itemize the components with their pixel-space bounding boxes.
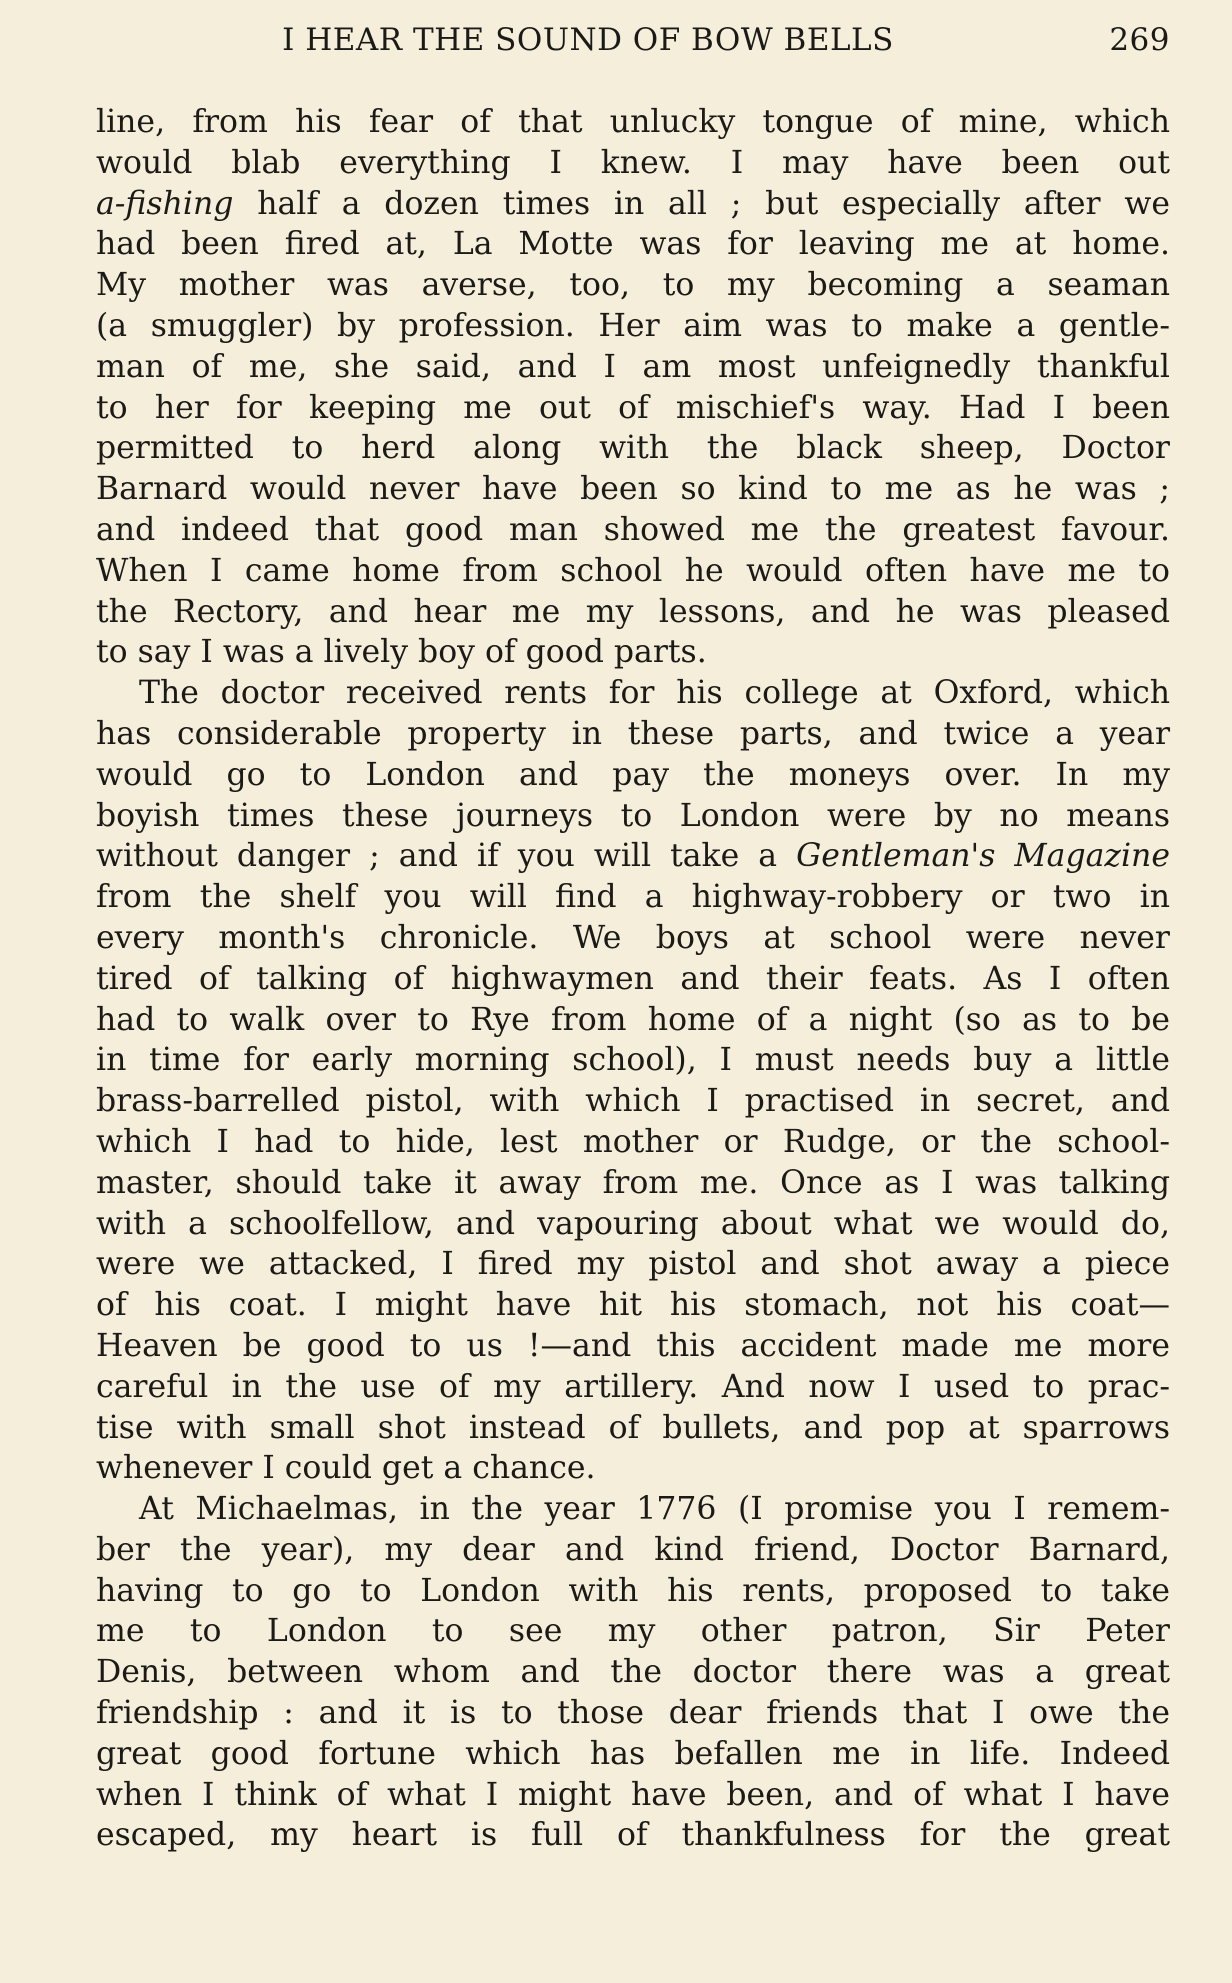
text-line: [96, 184, 1170, 225]
text-line: friendship : and it is to those dear friends that I owe the: [96, 1695, 1170, 1732]
text-line: would blab everything I knew. I may have been out: [96, 144, 1170, 181]
text-line: line, from his fear of that unlucky tongue of mine, which: [96, 104, 1170, 140]
text-line: to her for keeping me out of mischief's way. Had I been: [96, 389, 1170, 426]
text-line: escaped, my heart is full of thankfulness for the great: [96, 1817, 1170, 1854]
page-number: 269: [1109, 22, 1170, 58]
text-line: were we attacked, I fired my pistol and shot away a piece: [96, 1246, 1170, 1283]
text-line: Heaven be good to us !—and this accident made me more: [96, 1327, 1170, 1364]
text-line: whenever I could get a chance.: [96, 1450, 596, 1487]
text-line: [96, 836, 1170, 877]
text-line: in time for early morning school), I must needs buy a little: [96, 1042, 1170, 1079]
text-run: without danger ; and if you will take a: [96, 838, 797, 875]
text-line: every month's chronicle. We boys at school were never: [96, 919, 1170, 956]
text-line: man of me, she said, and I am most unfeignedly thankful: [96, 348, 1170, 385]
text-line: great good fortune which has befallen me in life. Indeed: [96, 1735, 1170, 1772]
text-line: had been fired at, La Motte was for leaving me at home.: [96, 226, 1170, 263]
running-title: I HEAR THE SOUND OF BOW BELLS: [282, 22, 894, 58]
text-line: to say I was a lively boy of good parts.: [96, 634, 707, 671]
text-line: has considerable property in these parts, and twice a year: [96, 715, 1170, 752]
body-text: [96, 102, 1170, 1856]
text-line: My mother was averse, too, to my becoming a seaman: [96, 267, 1170, 304]
text-line: boyish times these journeys to London were by no means: [96, 797, 1170, 834]
italic-text-run: a-fishing: [96, 185, 234, 222]
text-line: when I think of what I might have been, and of what I have: [96, 1776, 1170, 1813]
text-line: When I came home from school he would often have me to: [96, 552, 1170, 589]
text-line: careful in the use of my artillery. And now I used to prac-: [96, 1368, 1170, 1405]
text-line: me to London to see my other patron, Sir Peter: [96, 1613, 1170, 1650]
text-line: and indeed that good man showed me the greatest favour.: [96, 511, 1170, 548]
paragraph-start-line: At Michaelmas, in the year 1776 (I promise you I remem-: [139, 1491, 1170, 1528]
text-line: from the shelf you will find a highway-robbery or two in: [96, 879, 1170, 916]
text-line: (a smuggler) by profession. Her aim was to make a gentle-: [96, 307, 1170, 344]
text-line: would go to London and pay the moneys over. In my: [96, 756, 1170, 793]
text-line: brass-barrelled pistol, with which I practised in secret, and: [96, 1083, 1170, 1120]
paragraph-start-line: The doctor received rents for his college at Oxford, which: [139, 675, 1170, 712]
text-line: having to go to London with his rents, proposed to take: [96, 1572, 1170, 1609]
text-line: tired of talking of highwaymen and their feats. As I often: [96, 960, 1170, 997]
text-line: ber the year), my dear and kind friend, Doctor Barnard,: [96, 1531, 1170, 1568]
text-line: of his coat. I might have hit his stomach, not his coat—: [96, 1287, 1170, 1324]
text-run: half a dozen times in all ; but especially after we: [233, 185, 1170, 222]
italic-text-run: Gentleman's Magazine: [796, 838, 1170, 875]
text-line: Denis, between whom and the doctor there was a great: [96, 1654, 1170, 1691]
text-line: permitted to herd along with the black sheep, Doctor: [96, 430, 1170, 467]
text-line: master, should take it away from me. Once as I was talking: [96, 1164, 1170, 1201]
text-line: with a schoolfellow, and vapouring about what we would do,: [96, 1205, 1170, 1242]
text-line: tise with small shot instead of bullets, and pop at sparrows: [96, 1409, 1170, 1446]
running-header: [96, 22, 1170, 72]
text-line: the Rectory, and hear me my lessons, and he was pleased: [96, 593, 1170, 630]
text-line: which I had to hide, lest mother or Rudge, or the school-: [96, 1123, 1170, 1160]
text-line: Barnard would never have been so kind to me as he was ;: [96, 471, 1170, 508]
text-line: had to walk over to Rye from home of a night (so as to be: [96, 1001, 1170, 1038]
